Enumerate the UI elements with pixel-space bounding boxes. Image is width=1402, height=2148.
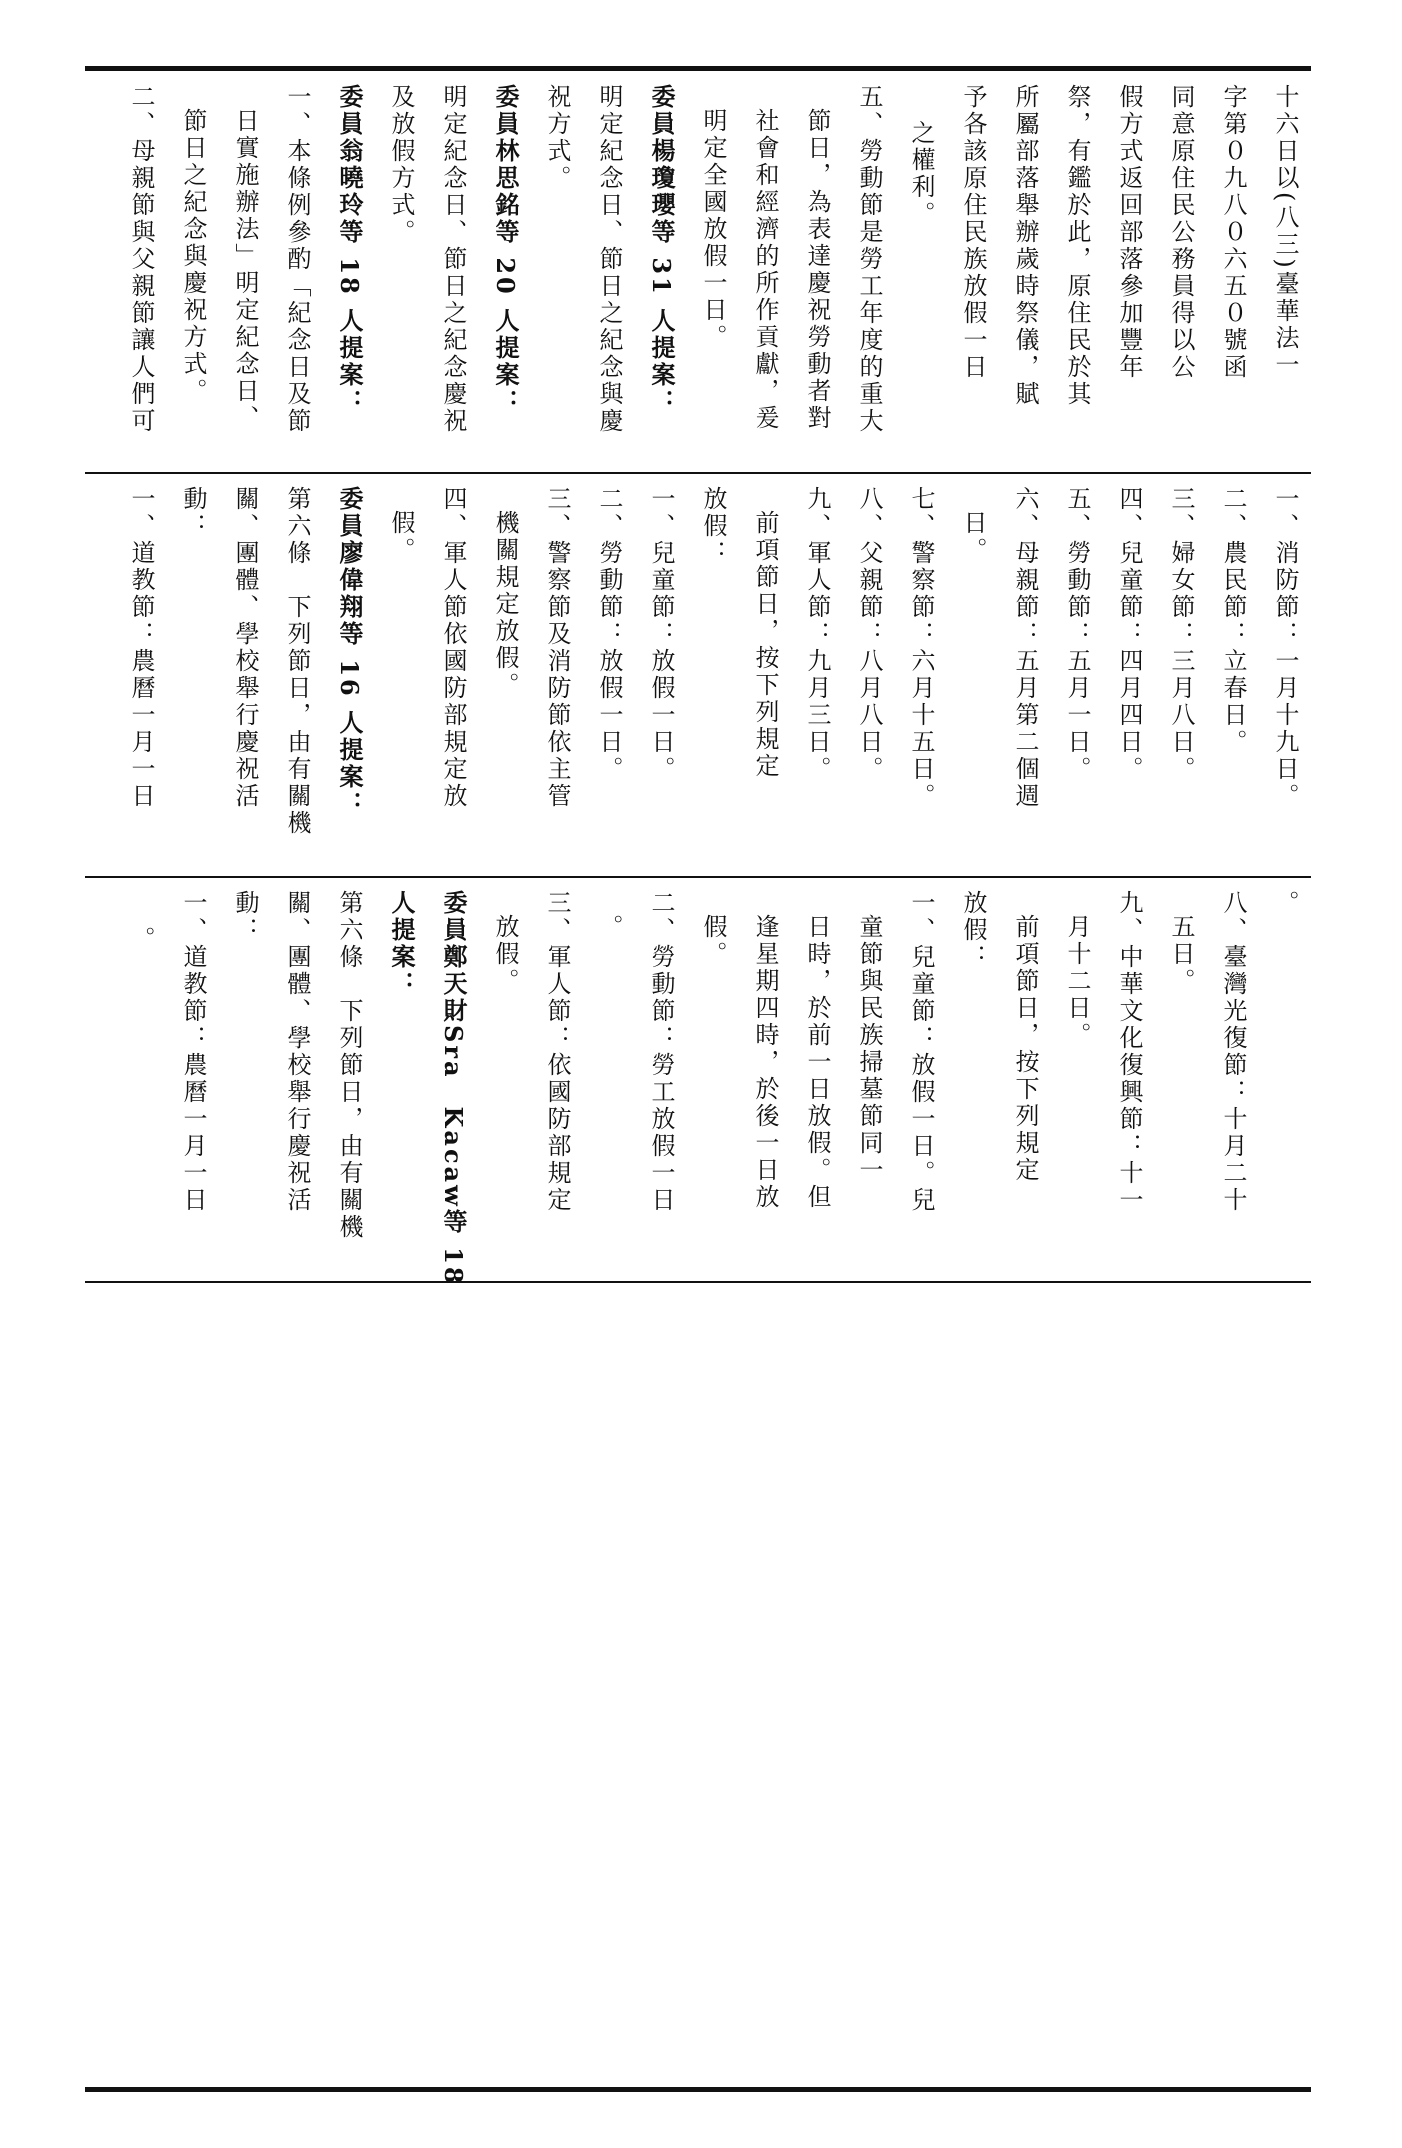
text-line: 放假： [699,486,727,567]
text-line: 五日。 [1167,914,1195,995]
text-line: 字第０九八０六五０號函 [1219,84,1247,381]
text-line: 明定紀念日、節日之紀念慶祝 [439,84,467,435]
text-line: 九、中華文化復興節：十一 [1115,890,1143,1214]
text-line: 第六條 下列節日，由有關機 [283,486,311,837]
text-line: 。 [127,926,155,953]
text-line: 日。 [959,510,987,564]
text-line: 前項節日，按下列規定 [751,510,779,780]
text-line: 關、團體、學校舉行慶祝活 [283,890,311,1214]
text-line: 五、勞動節是勞工年度的重大 [855,84,883,435]
text-line: 六、母親節：五月第二個週 [1011,486,1039,810]
text-line: 放假。 [491,914,519,995]
text-line: 五、勞動節：五月一日。 [1063,486,1091,783]
text-line: 第六條 下列節日，由有關機 [335,890,363,1241]
text-line: 前項節日，按下列規定 [1011,914,1039,1184]
text-line: 。 [1271,890,1299,917]
proposer-heading: 委員鄭天財Sra Kacaw等 18 [439,890,468,1287]
text-line: 之權利。 [907,120,935,228]
band-divider-3 [85,1281,1311,1283]
text-line: 假。 [699,914,727,968]
band-1-columns [115,72,1311,472]
text-line: 一、道教節：農曆一月一日 [127,486,155,810]
text-band-2 [85,474,1311,876]
text-line: 一、兒童節：放假一日。 [647,486,675,783]
text-line: 七、警察節：六月十五日。 [907,486,935,810]
proposer-heading: 委員楊瓊瓔等 31 人提案： [647,84,676,417]
text-line: 二、勞動節：勞工放假一日 [647,890,675,1214]
band-3-columns [115,878,1311,1287]
text-line: 同意原住民公務員得以公 [1167,84,1195,381]
proposer-heading: 人提案： [387,890,416,998]
text-line: 節日之紀念與慶祝方式。 [179,108,207,405]
text-line: 逢星期四時，於後一日放 [751,914,779,1211]
text-line: 。 [595,914,623,941]
text-line: 一、本條例參酌「紀念日及節 [283,84,311,435]
text-line: 三、婦女節：三月八日。 [1167,486,1195,783]
text-line: 動： [231,890,259,944]
top-rule [85,66,1311,71]
text-line: 假方式返回部落參加豐年 [1115,84,1143,381]
text-line: 明定全國放假一日。 [699,108,727,351]
text-line: 祝方式。 [543,84,571,192]
text-line: 童節與民族掃墓節同一 [855,914,883,1184]
text-line: 節日，為表達慶祝勞動者對 [803,108,831,432]
text-line: 月十二日。 [1063,914,1091,1049]
bottom-rule [85,2087,1311,2092]
text-line: 所屬部落舉辦歲時祭儀，賦 [1011,84,1039,408]
text-band-1 [85,72,1311,472]
text-line: 明定紀念日、節日之紀念與慶 [595,84,623,435]
text-line: 日時，於前一日放假。但 [803,914,831,1211]
text-line: 關、團體、學校舉行慶祝活 [231,486,259,810]
text-line: 及放假方式。 [387,84,415,246]
text-line: 九、軍人節：九月三日。 [803,486,831,783]
text-line: 八、臺灣光復節：十月二十 [1219,890,1247,1214]
text-line: 放假： [959,890,987,971]
text-line: 三、警察節及消防節依主管 [543,486,571,810]
proposer-heading: 委員廖偉翔等 16 人提案： [335,486,364,819]
text-line: 四、軍人節依國防部規定放 [439,486,467,810]
text-line: 予各該原住民族放假一日 [959,84,987,381]
text-band-3 [85,878,1311,1287]
text-line: 假。 [387,510,415,564]
text-line: 一、道教節：農曆一月一日 [179,890,207,1214]
text-line: 一、兒童節：放假一日。兒 [907,890,935,1214]
proposer-heading: 委員林思銘等 20 人提案： [491,84,520,417]
text-line: 二、勞動節：放假一日。 [595,486,623,783]
text-line: 三、軍人節：依國防部規定 [543,890,571,1214]
text-line: 十六日以(八三)臺華法一 [1271,84,1299,379]
text-line: 八、父親節：八月八日。 [855,486,883,783]
text-line: 動： [179,486,207,540]
text-line: 一、消防節：一月十九日。 [1271,486,1299,810]
band-2-columns [115,474,1311,876]
text-line: 祭，有鑑於此，原住民於其 [1063,84,1091,408]
text-line: 機關規定放假。 [491,510,519,699]
text-line: 四、兒童節：四月四日。 [1115,486,1143,783]
text-line: 社會和經濟的所作貢獻，爰 [751,108,779,432]
text-line: 二、母親節與父親節讓人們可 [127,84,155,435]
proposer-heading: 委員翁曉玲等 18 人提案： [335,84,364,417]
text-line: 二、農民節：立春日。 [1219,486,1247,756]
text-line: 日實施辦法」明定紀念日、 [231,108,259,432]
